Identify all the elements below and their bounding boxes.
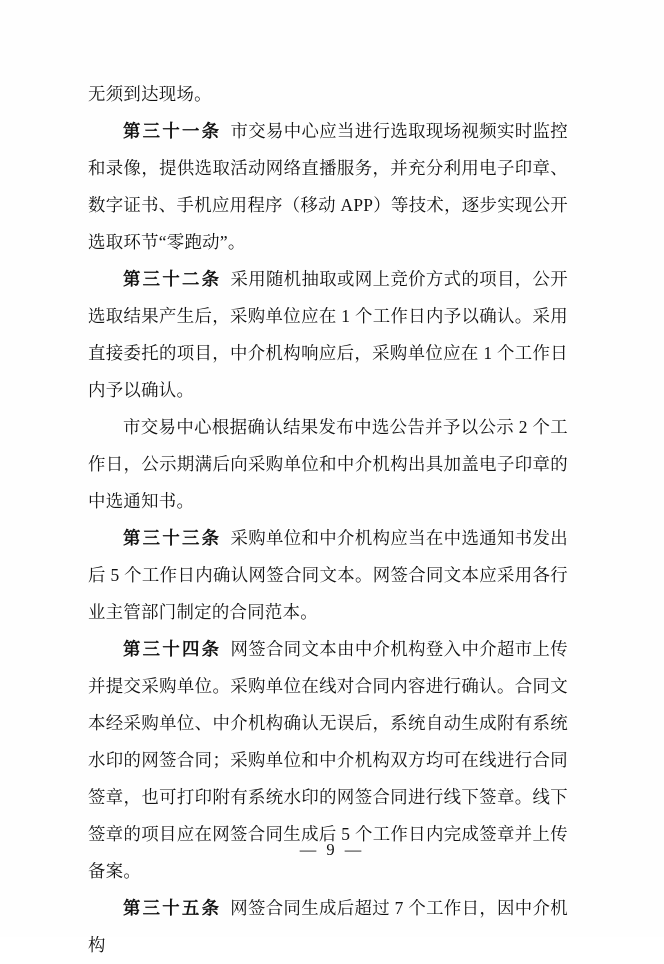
document-body bbox=[88, 76, 568, 964]
article-number: 第三十四条 bbox=[123, 639, 222, 659]
paragraph-article-32 bbox=[88, 261, 568, 409]
paragraph-article-35 bbox=[88, 890, 568, 964]
paragraph-intro bbox=[88, 76, 568, 113]
paragraph-text: 市交易中心应当进行选取现场视频实时监控和录像，提供选取活动网络直播服务，并充分利用电子印章、数字证书、手机应用程序（移动 APP）等技术，逐步实现公开选取环节“零跑动”。 bbox=[88, 121, 568, 252]
article-number: 第三十一条 bbox=[123, 121, 222, 141]
paragraph-text: 无须到达现场。 bbox=[88, 84, 212, 104]
article-number: 第三十三条 bbox=[123, 528, 222, 548]
article-number: 第三十五条 bbox=[123, 898, 222, 918]
paragraph-text: 采用随机抽取或网上竞价方式的项目，公开选取结果产生后，采购单位应在 1 个工作日内予以确认。采用直接委托的项目，中介机构响应后，采购单位应在 1 个工作日内予以确认。 bbox=[88, 269, 568, 400]
paragraph-text: 采购单位和中介机构应当在中选通知书发出后 5 个工作日内确认网签合同文本。网签合同文本应采用各行业主管部门制定的合同范本。 bbox=[88, 528, 568, 622]
paragraph-text: 市交易中心根据确认结果发布中选公告并予以公示 2 个工作日，公示期满后向采购单位和中介机构出具加盖电子印章的中选通知书。 bbox=[88, 417, 568, 511]
article-number: 第三十二条 bbox=[123, 269, 222, 289]
paragraph-text: 网签合同生成后超过 7 个工作日，因中介机构 bbox=[88, 898, 568, 955]
paragraph-article-33 bbox=[88, 520, 568, 631]
page-number: — 9 — bbox=[299, 840, 365, 859]
paragraph-article-31 bbox=[88, 113, 568, 261]
paragraph-text: 网签合同文本由中介机构登入中介超市上传并提交采购单位。采购单位在线对合同内容进行确认。合同文本经采购单位、中介机构确认无误后，系统自动生成附有系统水印的网签合同；采购单位和中介机构双方均可在线进行合同签章，也可打印附有系统水印的网签合同进行线下签章。线下签章的项目应在网签合同生成后 5 个工作日内完成签章并上传备案。 bbox=[88, 639, 568, 881]
paragraph-notice bbox=[88, 409, 568, 520]
